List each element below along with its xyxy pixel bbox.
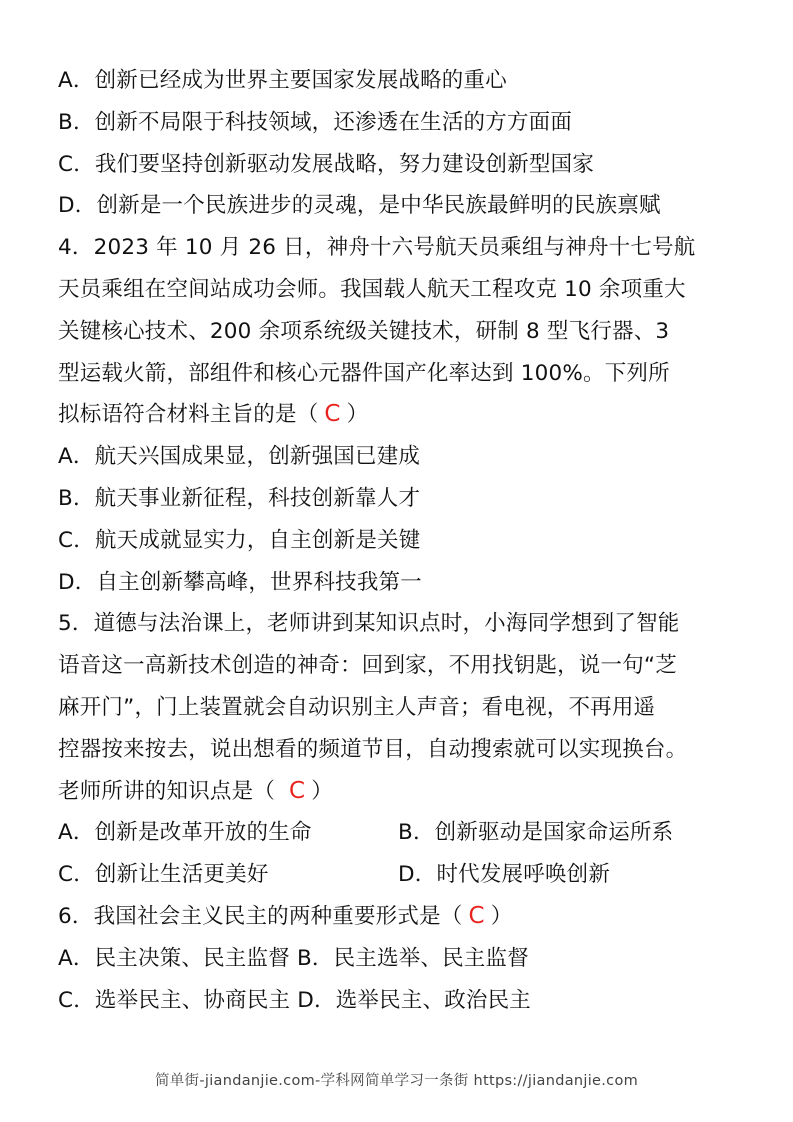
q6-answer: C (468, 902, 485, 929)
q6-paren-close: ） (490, 903, 513, 929)
q4-paren-close: ） (346, 402, 369, 428)
q4-answer: C (324, 401, 341, 428)
q6-stem-text: 6．我国社会主义民主的两种重要形式是 (58, 903, 441, 929)
q5-option-b: B．创新驱动是国家命运所系 (398, 820, 674, 846)
q4-option-c: C．航天成就显实力，自主创新是关键 (58, 527, 421, 553)
q4-stem-line-2: 天员乘组在空间站成功会师。我国载人航天工程攻克 10 余项重大 (58, 276, 686, 302)
q4-stem-text: 拟标语符合材料主旨的是 (58, 402, 297, 428)
q3-option-d: D．创新是一个民族进步的灵魂，是中华民族最鲜明的民族禀赋 (58, 193, 661, 219)
q4-option-b: B．航天事业新征程，科技创新靠人才 (58, 485, 421, 511)
q5-stem-text: 老师所讲的知识点是 (58, 778, 254, 804)
q6-options-cd: C．选举民主、协商民主 D．选举民主、政治民主 (58, 987, 532, 1013)
q5-paren-close: ） (311, 778, 333, 804)
q5-paren-open: （ (253, 778, 276, 804)
q5-option-a: A．创新是改革开放的生命 (58, 820, 312, 846)
q5-stem-line-5 (58, 771, 758, 813)
q3-option-c: C．我们要坚持创新驱动发展战略，努力建设创新型国家 (58, 151, 595, 177)
q5-stem-line-2: 语音这一高新技术创造的神奇：回到家，不用找钥匙，说一句“芝 (58, 653, 677, 679)
document-body (58, 60, 758, 1021)
q6-options-ab: A．民主决策、民主监督 B．民主选举、民主监督 (58, 945, 529, 971)
q5-options-row-1 (58, 812, 758, 854)
page-footer: 简单街-jiandanjie.com-学科网简单学习一条街 https://jiandanjie.com (154, 1073, 639, 1089)
q4-stem-line-1: 4．2023 年 10 月 26 日，神舟十六号航天员乘组与神舟十七号航 (58, 235, 696, 261)
q4-stem-line-4: 型运载火箭，部组件和核心元器件国产化率达到 100%。下列所 (58, 360, 670, 386)
q6-paren-open: （ (440, 903, 463, 929)
q6-stem (58, 896, 758, 938)
q5-stem-line-3: 麻开门”，门上装置就会自动识别主人声音；看电视，不再用遥 (58, 694, 656, 720)
q5-stem-line-1: 5．道德与法治课上，老师讲到某知识点时，小海同学想到了智能 (58, 611, 680, 637)
q4-option-a: A．航天兴国成果显，创新强国已建成 (58, 444, 421, 470)
q4-option-d: D．自主创新攀高峰，世界科技我第一 (58, 569, 422, 595)
q5-answer: C (289, 777, 306, 804)
q4-stem-line-3: 关键核心技术、200 余项系统级关键技术，研制 8 型飞行器、3 (58, 318, 670, 344)
q5-stem-line-4: 控器按来按去，说出想看的频道节目，自动搜索就可以实现换台。 (58, 736, 688, 762)
q5-option-d: D．时代发展呼唤创新 (398, 862, 611, 888)
q5-option-c: C．创新让生活更美好 (58, 862, 269, 888)
q4-paren-open: （ (296, 402, 319, 428)
q4-stem-line-5 (58, 394, 758, 436)
q5-options-row-2 (58, 854, 758, 896)
q3-option-a: A．创新已经成为世界主要国家发展战略的重心 (58, 68, 507, 93)
q3-option-b: B．创新不局限于科技领域，还渗透在生活的方方面面 (58, 109, 573, 135)
